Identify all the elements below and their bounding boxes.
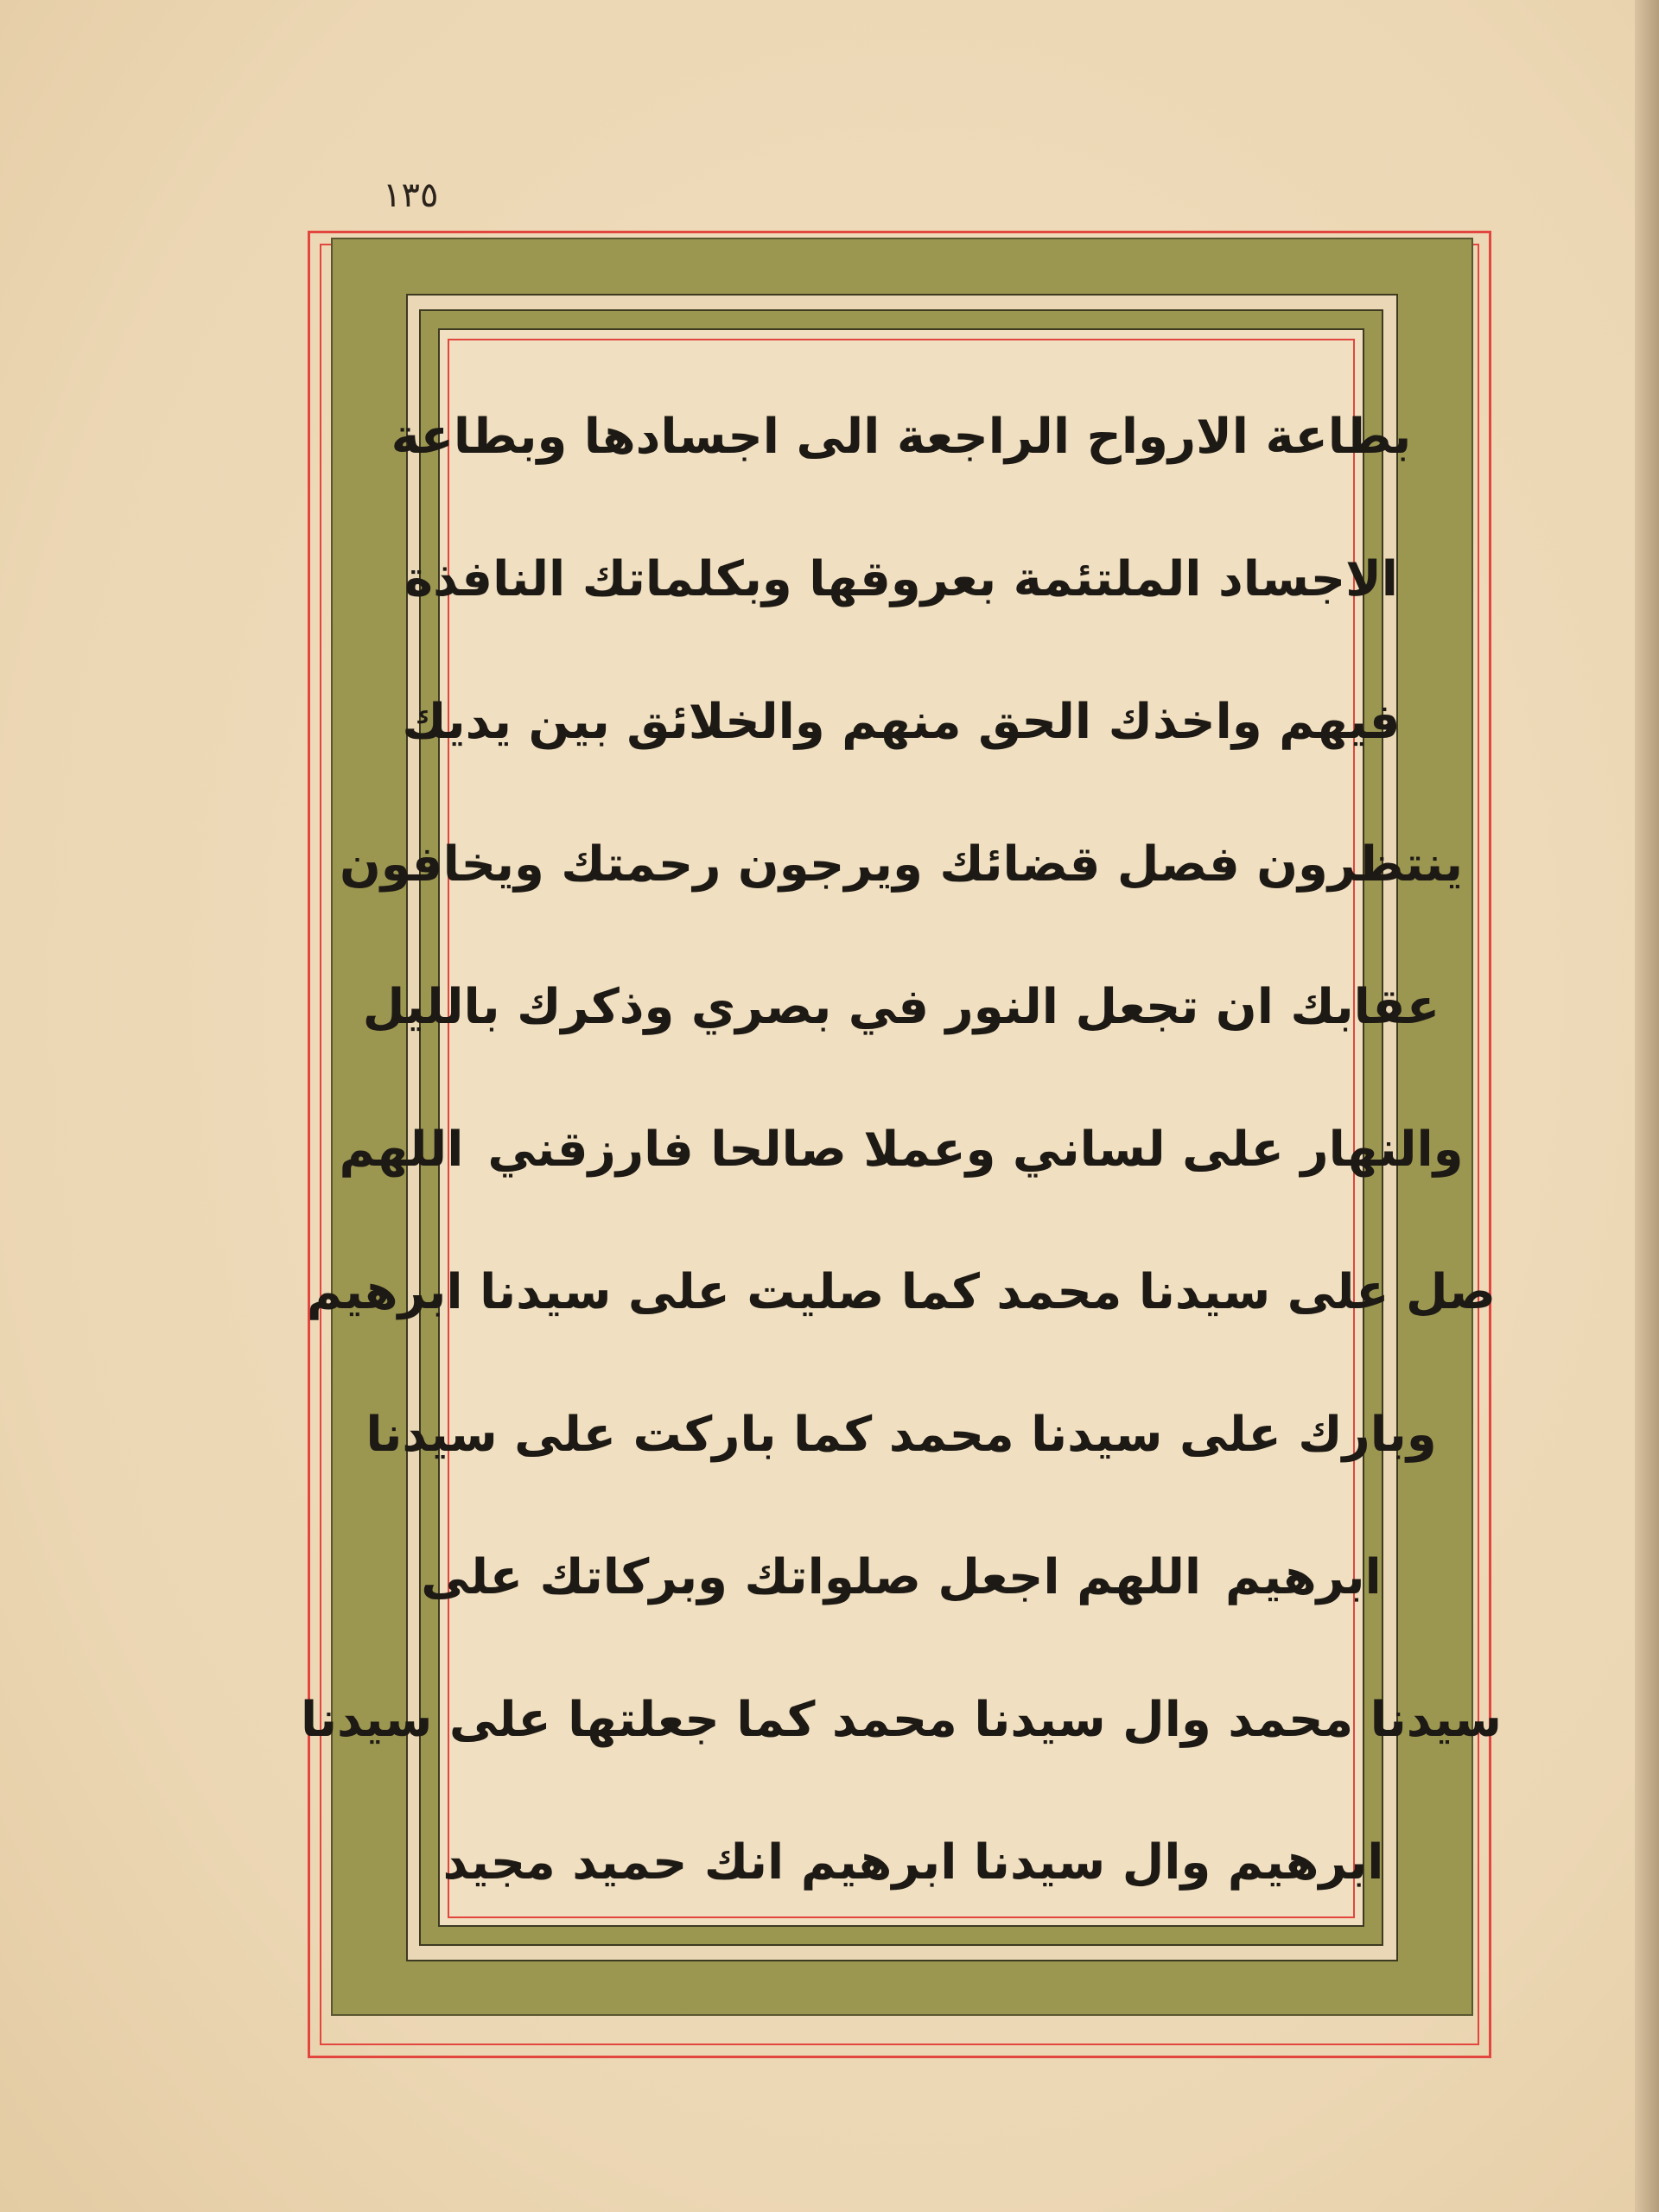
text-line [301,1646,1502,1793]
page-edge [1635,0,1659,2212]
text-segment: صل على سيدنا محمد كما صليت على سيدنا ابرهيم [306,1263,1497,1320]
page-number: ١٣٥ [383,175,439,215]
text-segment: عقابك ان تجعل النور في بصري وذكرك بالليل [362,978,1440,1035]
text-line [391,363,1412,510]
text-line [339,1076,1464,1223]
text-segment: ابرهيم وال سيدنا ابرهيم انك حميد مجيد [442,1834,1384,1891]
text-line [404,505,1398,652]
text-segment: فيهم واخذك الحق منهم والخلائق بين يديك [402,693,1401,750]
text-segment: اللهم [339,1121,464,1178]
text-line [365,1361,1437,1508]
text-segment: ينتظرون فصل قضائك ويرجون رحمتك ويخافون [340,836,1463,893]
text-segment: ابرهيم [1225,1548,1382,1605]
text-segment: والنهار على لساني وعملا صالحا فارزقني [487,1121,1464,1178]
text-segment: الاجساد الملتئمة بعروقها وبكلماتك النافذة [404,550,1398,607]
text-segment: وبارك على سيدنا محمد كما باركت على سيدنا [365,1406,1437,1463]
text-line [402,648,1401,795]
text-line [340,791,1463,938]
text-line [306,1218,1497,1365]
text-line [421,1503,1382,1650]
text-line [442,1789,1384,1936]
text-line [362,933,1440,1080]
text-segment: بطاعة الارواح الراجعة الى اجسادها وبطاعة [391,408,1412,465]
text-segment: سيدنا محمد وال سيدنا محمد كما جعلتها على سيدنا [301,1691,1502,1748]
text-segment: اللهم اجعل صلواتك وبركاتك على [421,1548,1202,1605]
